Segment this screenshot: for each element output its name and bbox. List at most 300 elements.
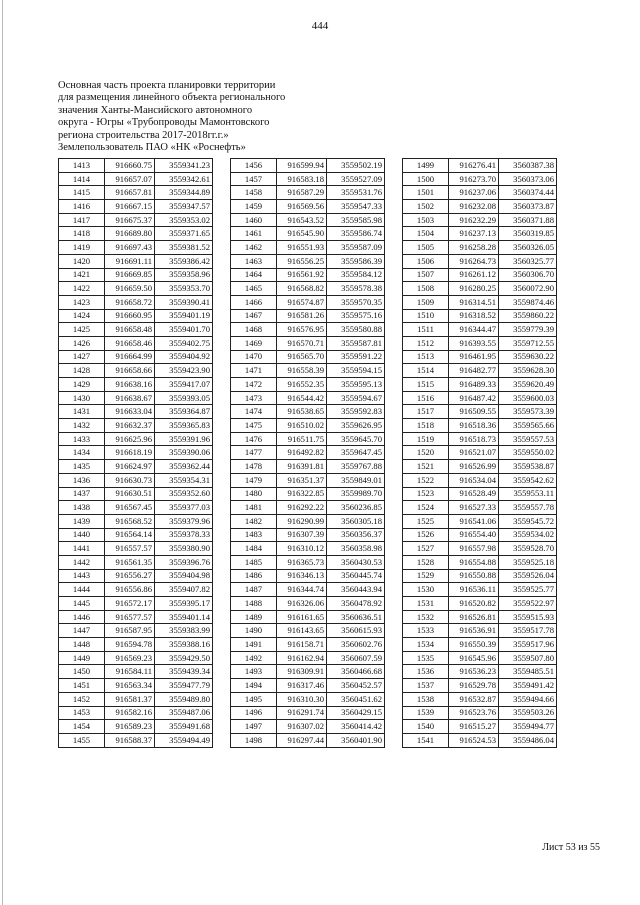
- x-coordinate-cell: 916551.93: [277, 241, 327, 255]
- table-row: [231, 295, 385, 309]
- point-number-cell: 1490: [231, 624, 277, 638]
- x-coordinate-cell: 916660.95: [105, 309, 155, 323]
- point-number-cell: 1436: [59, 473, 105, 487]
- table-row: [231, 514, 385, 528]
- point-number-cell: 1481: [231, 501, 277, 515]
- y-coordinate-cell: 3559364.87: [155, 405, 213, 419]
- y-coordinate-cell: 3559525.77: [499, 583, 557, 597]
- table-row: [231, 432, 385, 446]
- y-coordinate-cell: 3559575.16: [327, 309, 385, 323]
- table-row: [59, 651, 213, 665]
- point-number-cell: 1471: [231, 364, 277, 378]
- point-number-cell: 1500: [403, 172, 449, 186]
- point-number-cell: 1420: [59, 254, 105, 268]
- point-number-cell: 1531: [403, 597, 449, 611]
- y-coordinate-cell: 3559517.78: [499, 624, 557, 638]
- point-number-cell: 1533: [403, 624, 449, 638]
- point-number-cell: 1464: [231, 268, 277, 282]
- point-number-cell: 1493: [231, 665, 277, 679]
- x-coordinate-cell: 916558.39: [277, 364, 327, 378]
- point-number-cell: 1483: [231, 528, 277, 542]
- table-row: [403, 159, 557, 173]
- y-coordinate-cell: 3559379.96: [155, 514, 213, 528]
- point-number-cell: 1502: [403, 200, 449, 214]
- x-coordinate-cell: 916280.25: [449, 282, 499, 296]
- table-row: [231, 446, 385, 460]
- y-coordinate-cell: 3559526.04: [499, 569, 557, 583]
- y-coordinate-cell: 3560414.42: [327, 720, 385, 734]
- y-coordinate-cell: 3559600.03: [499, 391, 557, 405]
- y-coordinate-cell: 3560305.18: [327, 514, 385, 528]
- x-coordinate-cell: 916276.41: [449, 159, 499, 173]
- x-coordinate-cell: 916307.39: [277, 528, 327, 542]
- point-number-cell: 1449: [59, 651, 105, 665]
- point-number-cell: 1512: [403, 336, 449, 350]
- x-coordinate-cell: 916492.82: [277, 446, 327, 460]
- table-row: [59, 597, 213, 611]
- table-row: [59, 336, 213, 350]
- x-coordinate-cell: 916564.14: [105, 528, 155, 542]
- y-coordinate-cell: 3559779.39: [499, 323, 557, 337]
- point-number-cell: 1454: [59, 720, 105, 734]
- x-coordinate-cell: 916346.13: [277, 569, 327, 583]
- y-coordinate-cell: 3560401.90: [327, 733, 385, 747]
- point-number-cell: 1503: [403, 213, 449, 227]
- point-number-cell: 1442: [59, 555, 105, 569]
- x-coordinate-cell: 916536.91: [449, 624, 499, 638]
- y-coordinate-cell: 3559352.60: [155, 487, 213, 501]
- x-coordinate-cell: 916232.29: [449, 213, 499, 227]
- y-coordinate-cell: 3559517.96: [499, 638, 557, 652]
- x-coordinate-cell: 916544.42: [277, 391, 327, 405]
- table-row: [403, 542, 557, 556]
- x-coordinate-cell: 916518.73: [449, 432, 499, 446]
- table-row: [231, 638, 385, 652]
- y-coordinate-cell: 3559365.83: [155, 419, 213, 433]
- y-coordinate-cell: 3559578.38: [327, 282, 385, 296]
- point-number-cell: 1441: [59, 542, 105, 556]
- table-row: [59, 473, 213, 487]
- table-row: [403, 501, 557, 515]
- table-row: [231, 405, 385, 419]
- table-row: [59, 487, 213, 501]
- x-coordinate-cell: 916527.33: [449, 501, 499, 515]
- y-coordinate-cell: 3559489.80: [155, 692, 213, 706]
- point-number-cell: 1466: [231, 295, 277, 309]
- x-coordinate-cell: 916618.19: [105, 446, 155, 460]
- point-number-cell: 1447: [59, 624, 105, 638]
- x-coordinate-cell: 916582.16: [105, 706, 155, 720]
- heading-line: региона строительства 2017-2018гг.г.»: [58, 129, 229, 141]
- x-coordinate-cell: 916509.55: [449, 405, 499, 419]
- table-row: [403, 391, 557, 405]
- x-coordinate-cell: 916569.56: [277, 200, 327, 214]
- table-row: [59, 159, 213, 173]
- x-coordinate-cell: 916351.37: [277, 473, 327, 487]
- y-coordinate-cell: 3559527.09: [327, 172, 385, 186]
- point-number-cell: 1468: [231, 323, 277, 337]
- y-coordinate-cell: 3559491.68: [155, 720, 213, 734]
- x-coordinate-cell: 916489.33: [449, 378, 499, 392]
- y-coordinate-cell: 3560373.87: [499, 200, 557, 214]
- point-number-cell: 1480: [231, 487, 277, 501]
- y-coordinate-cell: 3559391.96: [155, 432, 213, 446]
- table-row: [403, 432, 557, 446]
- x-coordinate-cell: 916565.70: [277, 350, 327, 364]
- point-number-cell: 1444: [59, 583, 105, 597]
- point-number-cell: 1413: [59, 159, 105, 173]
- x-coordinate-cell: 916568.82: [277, 282, 327, 296]
- table-row: [403, 679, 557, 693]
- table-row: [231, 555, 385, 569]
- x-coordinate-cell: 916675.37: [105, 213, 155, 227]
- table-row: [231, 665, 385, 679]
- y-coordinate-cell: 3559573.39: [499, 405, 557, 419]
- table-row: [59, 227, 213, 241]
- table-row: [59, 323, 213, 337]
- x-coordinate-cell: 916561.35: [105, 555, 155, 569]
- table-row: [403, 268, 557, 282]
- x-coordinate-cell: 916521.07: [449, 446, 499, 460]
- y-coordinate-cell: 3559401.14: [155, 610, 213, 624]
- table-row: [403, 254, 557, 268]
- table-row: [231, 528, 385, 542]
- point-number-cell: 1438: [59, 501, 105, 515]
- table-row: [403, 665, 557, 679]
- point-number-cell: 1517: [403, 405, 449, 419]
- point-number-cell: 1495: [231, 692, 277, 706]
- x-coordinate-cell: 916273.70: [449, 172, 499, 186]
- x-coordinate-cell: 916554.88: [449, 555, 499, 569]
- table-row: [59, 514, 213, 528]
- table-row: [403, 528, 557, 542]
- point-number-cell: 1463: [231, 254, 277, 268]
- y-coordinate-cell: 3559565.66: [499, 419, 557, 433]
- table-row: [403, 241, 557, 255]
- table-row: [59, 733, 213, 747]
- y-coordinate-cell: 3559531.76: [327, 186, 385, 200]
- x-coordinate-cell: 916657.07: [105, 172, 155, 186]
- point-number-cell: 1459: [231, 200, 277, 214]
- point-number-cell: 1487: [231, 583, 277, 597]
- y-coordinate-cell: 3559393.05: [155, 391, 213, 405]
- x-coordinate-cell: 916143.65: [277, 624, 327, 638]
- point-number-cell: 1532: [403, 610, 449, 624]
- table-row: [59, 446, 213, 460]
- point-number-cell: 1534: [403, 638, 449, 652]
- y-coordinate-cell: 3559712.55: [499, 336, 557, 350]
- x-coordinate-cell: 916658.72: [105, 295, 155, 309]
- table-row: [231, 241, 385, 255]
- x-coordinate-cell: 916556.25: [277, 254, 327, 268]
- point-number-cell: 1446: [59, 610, 105, 624]
- y-coordinate-cell: 3560443.94: [327, 583, 385, 597]
- x-coordinate-cell: 916658.48: [105, 323, 155, 337]
- point-number-cell: 1523: [403, 487, 449, 501]
- document-heading: [58, 80, 358, 154]
- y-coordinate-cell: 3559401.70: [155, 323, 213, 337]
- x-coordinate-cell: 916318.52: [449, 309, 499, 323]
- x-coordinate-cell: 916574.87: [277, 295, 327, 309]
- x-coordinate-cell: 916261.12: [449, 268, 499, 282]
- x-coordinate-cell: 916630.51: [105, 487, 155, 501]
- table-row: [231, 720, 385, 734]
- table-row: [403, 487, 557, 501]
- x-coordinate-cell: 916567.45: [105, 501, 155, 515]
- coordinates-table-2: [230, 158, 385, 748]
- y-coordinate-cell: 3559522.97: [499, 597, 557, 611]
- y-coordinate-cell: 3560387.38: [499, 159, 557, 173]
- table-row: [403, 446, 557, 460]
- y-coordinate-cell: 3559494.77: [499, 720, 557, 734]
- x-coordinate-cell: 916658.46: [105, 336, 155, 350]
- point-number-cell: 1448: [59, 638, 105, 652]
- table-row: [59, 665, 213, 679]
- point-number-cell: 1440: [59, 528, 105, 542]
- y-coordinate-cell: 3559630.22: [499, 350, 557, 364]
- table-row: [59, 555, 213, 569]
- y-coordinate-cell: 3559647.45: [327, 446, 385, 460]
- x-coordinate-cell: 916552.35: [277, 378, 327, 392]
- x-coordinate-cell: 916290.99: [277, 514, 327, 528]
- table-row: [231, 323, 385, 337]
- table-row: [59, 350, 213, 364]
- y-coordinate-cell: 3559570.35: [327, 295, 385, 309]
- x-coordinate-cell: 916536.11: [449, 583, 499, 597]
- x-coordinate-cell: 916297.44: [277, 733, 327, 747]
- x-coordinate-cell: 916322.85: [277, 487, 327, 501]
- x-coordinate-cell: 916291.74: [277, 706, 327, 720]
- y-coordinate-cell: 3559485.51: [499, 665, 557, 679]
- table-row: [231, 597, 385, 611]
- x-coordinate-cell: 916237.13: [449, 227, 499, 241]
- y-coordinate-cell: 3559849.01: [327, 473, 385, 487]
- point-number-cell: 1511: [403, 323, 449, 337]
- table-row: [231, 542, 385, 556]
- x-coordinate-cell: 916162.94: [277, 651, 327, 665]
- y-coordinate-cell: 3560636.51: [327, 610, 385, 624]
- point-number-cell: 1505: [403, 241, 449, 255]
- point-number-cell: 1469: [231, 336, 277, 350]
- y-coordinate-cell: 3559341.23: [155, 159, 213, 173]
- y-coordinate-cell: 3559378.33: [155, 528, 213, 542]
- table-row: [59, 364, 213, 378]
- table-row: [403, 350, 557, 364]
- y-coordinate-cell: 3559557.78: [499, 501, 557, 515]
- table-row: [403, 692, 557, 706]
- point-number-cell: 1445: [59, 597, 105, 611]
- y-coordinate-cell: 3559353.02: [155, 213, 213, 227]
- page-number: 444: [311, 20, 329, 32]
- x-coordinate-cell: 916625.96: [105, 432, 155, 446]
- table-row: [59, 405, 213, 419]
- x-coordinate-cell: 916550.88: [449, 569, 499, 583]
- x-coordinate-cell: 916589.23: [105, 720, 155, 734]
- y-coordinate-cell: 3559395.17: [155, 597, 213, 611]
- table-row: [403, 473, 557, 487]
- table-row: [59, 309, 213, 323]
- y-coordinate-cell: 3559494.66: [499, 692, 557, 706]
- table-row: [231, 419, 385, 433]
- point-number-cell: 1515: [403, 378, 449, 392]
- x-coordinate-cell: 916541.06: [449, 514, 499, 528]
- table-row: [231, 254, 385, 268]
- y-coordinate-cell: 3560478.92: [327, 597, 385, 611]
- y-coordinate-cell: 3559547.33: [327, 200, 385, 214]
- table-row: [403, 638, 557, 652]
- table-row: [59, 268, 213, 282]
- table-row: [59, 172, 213, 186]
- point-number-cell: 1510: [403, 309, 449, 323]
- table-row: [403, 323, 557, 337]
- table-row: [231, 186, 385, 200]
- y-coordinate-cell: 3560371.88: [499, 213, 557, 227]
- table-row: [59, 528, 213, 542]
- table-row: [59, 679, 213, 693]
- x-coordinate-cell: 916536.23: [449, 665, 499, 679]
- table-row: [403, 378, 557, 392]
- point-number-cell: 1461: [231, 227, 277, 241]
- point-number-cell: 1540: [403, 720, 449, 734]
- point-number-cell: 1426: [59, 336, 105, 350]
- x-coordinate-cell: 916569.23: [105, 651, 155, 665]
- y-coordinate-cell: 3559515.93: [499, 610, 557, 624]
- x-coordinate-cell: 916161.65: [277, 610, 327, 624]
- point-number-cell: 1435: [59, 460, 105, 474]
- y-coordinate-cell: 3560615.93: [327, 624, 385, 638]
- table-row: [403, 514, 557, 528]
- point-number-cell: 1475: [231, 419, 277, 433]
- x-coordinate-cell: 916292.22: [277, 501, 327, 515]
- table-row: [403, 733, 557, 747]
- x-coordinate-cell: 916557.98: [449, 542, 499, 556]
- x-coordinate-cell: 916538.65: [277, 405, 327, 419]
- point-number-cell: 1498: [231, 733, 277, 747]
- y-coordinate-cell: 3559587.09: [327, 241, 385, 255]
- x-coordinate-cell: 916638.16: [105, 378, 155, 392]
- y-coordinate-cell: 3559586.74: [327, 227, 385, 241]
- table-row: [231, 350, 385, 364]
- y-coordinate-cell: 3560602.76: [327, 638, 385, 652]
- x-coordinate-cell: 916633.04: [105, 405, 155, 419]
- x-coordinate-cell: 916669.85: [105, 268, 155, 282]
- y-coordinate-cell: 3559388.16: [155, 638, 213, 652]
- x-coordinate-cell: 916258.28: [449, 241, 499, 255]
- y-coordinate-cell: 3559417.07: [155, 378, 213, 392]
- point-number-cell: 1506: [403, 254, 449, 268]
- point-number-cell: 1539: [403, 706, 449, 720]
- point-number-cell: 1429: [59, 378, 105, 392]
- y-coordinate-cell: 3559390.06: [155, 446, 213, 460]
- table-row: [403, 569, 557, 583]
- point-number-cell: 1450: [59, 665, 105, 679]
- point-number-cell: 1455: [59, 733, 105, 747]
- y-coordinate-cell: 3559507.80: [499, 651, 557, 665]
- y-coordinate-cell: 3559439.34: [155, 665, 213, 679]
- sheet-footer: Лист 53 из 55: [542, 842, 600, 853]
- x-coordinate-cell: 916391.81: [277, 460, 327, 474]
- table-row: [403, 186, 557, 200]
- point-number-cell: 1535: [403, 651, 449, 665]
- x-coordinate-cell: 916393.55: [449, 336, 499, 350]
- y-coordinate-cell: 3559874.46: [499, 295, 557, 309]
- x-coordinate-cell: 916697.43: [105, 241, 155, 255]
- y-coordinate-cell: 3559423.90: [155, 364, 213, 378]
- table-row: [403, 213, 557, 227]
- heading-line: Землепользователь ПАО «НК «Роснефть»: [58, 142, 246, 154]
- point-number-cell: 1418: [59, 227, 105, 241]
- table-row: [403, 295, 557, 309]
- y-coordinate-cell: 3559989.70: [327, 487, 385, 501]
- y-coordinate-cell: 3559587.81: [327, 336, 385, 350]
- point-number-cell: 1453: [59, 706, 105, 720]
- x-coordinate-cell: 916487.42: [449, 391, 499, 405]
- point-number-cell: 1520: [403, 446, 449, 460]
- y-coordinate-cell: 3559645.70: [327, 432, 385, 446]
- point-number-cell: 1431: [59, 405, 105, 419]
- table-row: [231, 473, 385, 487]
- y-coordinate-cell: 3559353.70: [155, 282, 213, 296]
- table-row: [231, 460, 385, 474]
- x-coordinate-cell: 916664.99: [105, 350, 155, 364]
- y-coordinate-cell: 3559342.61: [155, 172, 213, 186]
- x-coordinate-cell: 916523.76: [449, 706, 499, 720]
- point-number-cell: 1473: [231, 391, 277, 405]
- y-coordinate-cell: 3559390.41: [155, 295, 213, 309]
- table-row: [403, 720, 557, 734]
- y-coordinate-cell: 3560236.85: [327, 501, 385, 515]
- point-number-cell: 1541: [403, 733, 449, 747]
- point-number-cell: 1416: [59, 200, 105, 214]
- point-number-cell: 1509: [403, 295, 449, 309]
- point-number-cell: 1425: [59, 323, 105, 337]
- point-number-cell: 1470: [231, 350, 277, 364]
- y-coordinate-cell: 3559595.13: [327, 378, 385, 392]
- x-coordinate-cell: 916561.92: [277, 268, 327, 282]
- point-number-cell: 1538: [403, 692, 449, 706]
- table-row: [59, 419, 213, 433]
- x-coordinate-cell: 916532.87: [449, 692, 499, 706]
- coordinates-table-3: [402, 158, 557, 748]
- x-coordinate-cell: 916511.75: [277, 432, 327, 446]
- point-number-cell: 1484: [231, 542, 277, 556]
- table-row: [403, 706, 557, 720]
- x-coordinate-cell: 916657.81: [105, 186, 155, 200]
- y-coordinate-cell: 3559486.04: [499, 733, 557, 747]
- y-coordinate-cell: 3559354.31: [155, 473, 213, 487]
- point-number-cell: 1507: [403, 268, 449, 282]
- point-number-cell: 1423: [59, 295, 105, 309]
- point-number-cell: 1525: [403, 514, 449, 528]
- y-coordinate-cell: 3560607.59: [327, 651, 385, 665]
- y-coordinate-cell: 3559386.42: [155, 254, 213, 268]
- y-coordinate-cell: 3560429.15: [327, 706, 385, 720]
- y-coordinate-cell: 3559550.02: [499, 446, 557, 460]
- y-coordinate-cell: 3559584.12: [327, 268, 385, 282]
- y-coordinate-cell: 3559377.03: [155, 501, 213, 515]
- x-coordinate-cell: 916510.02: [277, 419, 327, 433]
- point-number-cell: 1456: [231, 159, 277, 173]
- coordinates-table-1: [58, 158, 213, 748]
- point-number-cell: 1472: [231, 378, 277, 392]
- table-row: [59, 706, 213, 720]
- table-row: [231, 487, 385, 501]
- point-number-cell: 1415: [59, 186, 105, 200]
- point-number-cell: 1485: [231, 555, 277, 569]
- x-coordinate-cell: 916691.11: [105, 254, 155, 268]
- point-number-cell: 1419: [59, 241, 105, 255]
- point-number-cell: 1521: [403, 460, 449, 474]
